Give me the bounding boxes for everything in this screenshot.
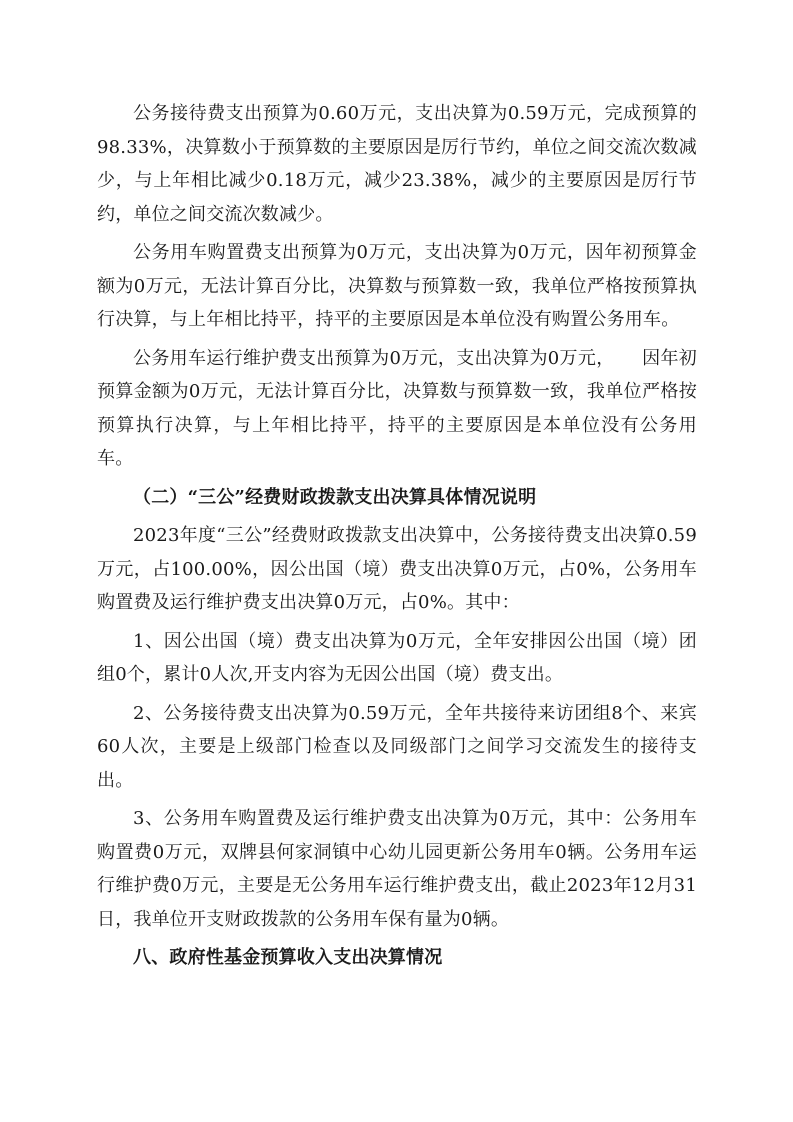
paragraph-three-public-summary: 2023年度“三公”经费财政拨款支出决算中，公务接待费支出决算0.59万元，占100.00%，因公出国（境）费支出决算0万元，占0%，公务用车购置费及运行维护费支出决算0万元，占0%。其中： xyxy=(97,525,697,613)
section-heading-three-public-funds: （二）“三公”经费财政拨款支出决算具体情况说明 xyxy=(133,486,537,508)
paragraph-hospitality-expense: 公务接待费支出预算为0.60万元，支出决算为0.59万元，完成预算的98.33%，决算数小于预算数的主要原因是厉行节约，单位之间交流次数减少，与上年相比减少0.18万元，减少23.38%，减少的主要原因是厉行节约，单位之间交流次数减少。 xyxy=(97,103,697,225)
document-page xyxy=(97,97,697,980)
paragraph-reception: 2、公务接待费支出决算为0.59万元，全年共接待来访团组8个、来宾60人次，主要是上级部门检查以及同级部门之间学习交流发生的接待支出。 xyxy=(97,702,697,791)
paragraph-vehicle-purchase: 公务用车购置费支出预算为0万元，支出决算为0万元，因年初预算金额为0万元，无法计算百分比，决算数与预算数一致，我单位严格按预算执行决算，与上年相比持平，持平的主要原因是本单位没有购置公务用车。 xyxy=(97,242,697,330)
paragraph-overseas-travel: 1、因公出国（境）费支出决算为0万元，全年安排因公出国（境）团组0个，累计0人次,开支内容为无因公出国（境）费支出。 xyxy=(97,630,697,685)
paragraph-vehicle-maintenance: 公务用车运行维护费支出预算为0万元，支出决算为0万元， 因年初预算金额为0万元，无法计算百分比，决算数与预算数一致，我单位严格按预算执行决算，与上年相比持平，持平的主要原因是本单位没有公务用车。 xyxy=(97,347,697,469)
section-heading-government-fund: 八、政府性基金预算收入支出决算情况 xyxy=(133,947,443,968)
paragraph-official-vehicles: 3、公务用车购置费及运行维护费支出决算为0万元，其中：公务用车购置费0万元，双牌县何家洞镇中心幼儿园更新公务用车0辆。公务用车运行维护费0万元，主要是无公务用车运行维护费支出，截止2023年12月31日，我单位开支财政拨款的公务用车保有量为0辆。 xyxy=(97,808,697,930)
